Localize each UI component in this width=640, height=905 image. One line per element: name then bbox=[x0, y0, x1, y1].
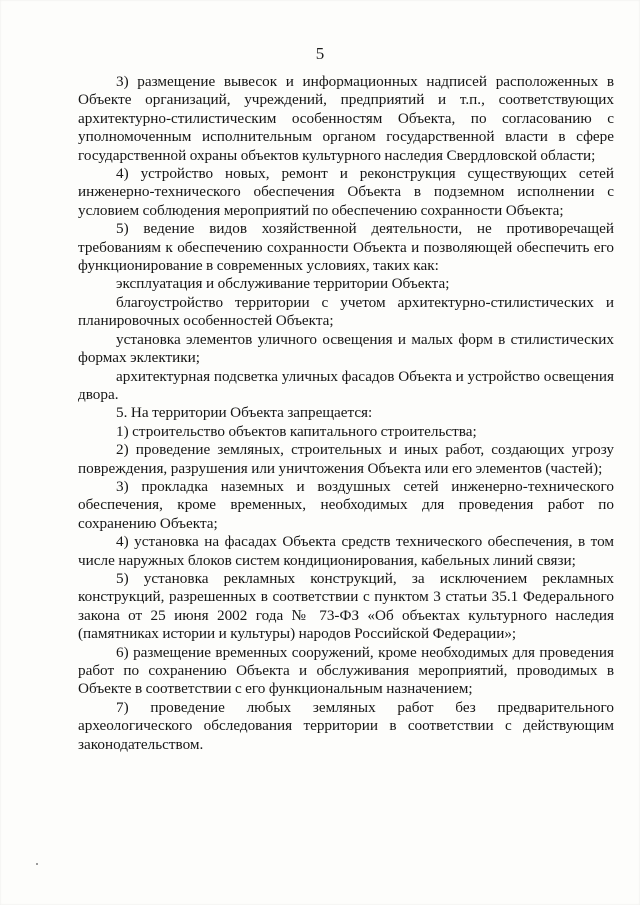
paragraph-item-3-signage: 3) размещение вывесок и информационных надписей расположенных в Объекте организаций, учреждений, предприятий и т.п., соответствующих архитектурно-стилистическим особенностям Объекта, по согласованию с уполномоченным исполнительным органом государственной власти в сфере государственной охраны объектов культурного наследия Свердловской области; bbox=[78, 73, 614, 164]
prohibition-item-6: 6) размещение временных сооружений, кроме необходимых для проведения работ по сохранению Объекта и обслуживания мероприятий, проводимых в Объекте в соответствии с его функциональным назначением; bbox=[78, 643, 614, 698]
paragraph-item-5-economic-activity: 5) ведение видов хозяйственной деятельности, не противоречащей требованиям к обеспечению сохранности Объекта и позволяющей обеспечить его функционирование в современных условиях, таких как: bbox=[78, 220, 614, 275]
section-5-heading: 5. На территории Объекта запрещается: bbox=[116, 404, 373, 422]
paragraph-landscaping: благоустройство территории с учетом архитектурно-стилистических и планировочных особенностей Объекта; bbox=[78, 293, 614, 330]
paragraph-territory-maintenance: эксплуатация и обслуживание территории Объекта; bbox=[116, 275, 450, 293]
scan-speck bbox=[36, 863, 38, 865]
paragraph-facade-illumination: архитектурная подсветка уличных фасадов Объекта и устройство освещения двора. bbox=[78, 367, 614, 403]
prohibition-item-2: 2) проведение земляных, строительных и иных работ, создающих угрозу повреждения, разрушения или уничтожения Объекта или его элементов (частей); bbox=[78, 441, 614, 477]
paragraph-street-lighting: установка элементов уличного освещения и малых форм в стилистических формах эклектики; bbox=[78, 330, 614, 367]
prohibition-item-4: 4) установка на фасадах Объекта средств технического обеспечения, в том числе наружных блоков систем кондиционирования, кабельных линий связи; bbox=[78, 533, 614, 569]
paragraph-item-4-engineering-networks: 4) устройство новых, ремонт и реконструкция существующих сетей инженерно-технического обеспечения Объекта в подземном исполнении с условием соблюдения мероприятий по обеспечению сохранности Объекта; bbox=[78, 165, 614, 219]
prohibition-item-3: 3) прокладка наземных и воздушных сетей инженерно-технического обеспечения, кроме временных, необходимых для проведения работ по сохранению Объекта; bbox=[78, 477, 614, 532]
prohibition-item-1: 1) строительство объектов капитального строительства; bbox=[116, 422, 477, 440]
prohibition-item-5: 5) установка рекламных конструкций, за исключением рекламных конструкций, разрешенных в соответствии с пунктом 3 статьи 35.1 Федерального закона от 25 июня 2002 года № 73-ФЗ «Об объектах культурного наследия (памятниках истории и культуры) народов Российской Федерации»; bbox=[78, 569, 614, 643]
page-number: 5 bbox=[315, 44, 325, 63]
document-body bbox=[78, 73, 614, 754]
prohibition-item-7: 7) проведение любых земляных работ без предварительного археологического обследования территории в соответствии с действующим законодательством. bbox=[78, 698, 614, 753]
